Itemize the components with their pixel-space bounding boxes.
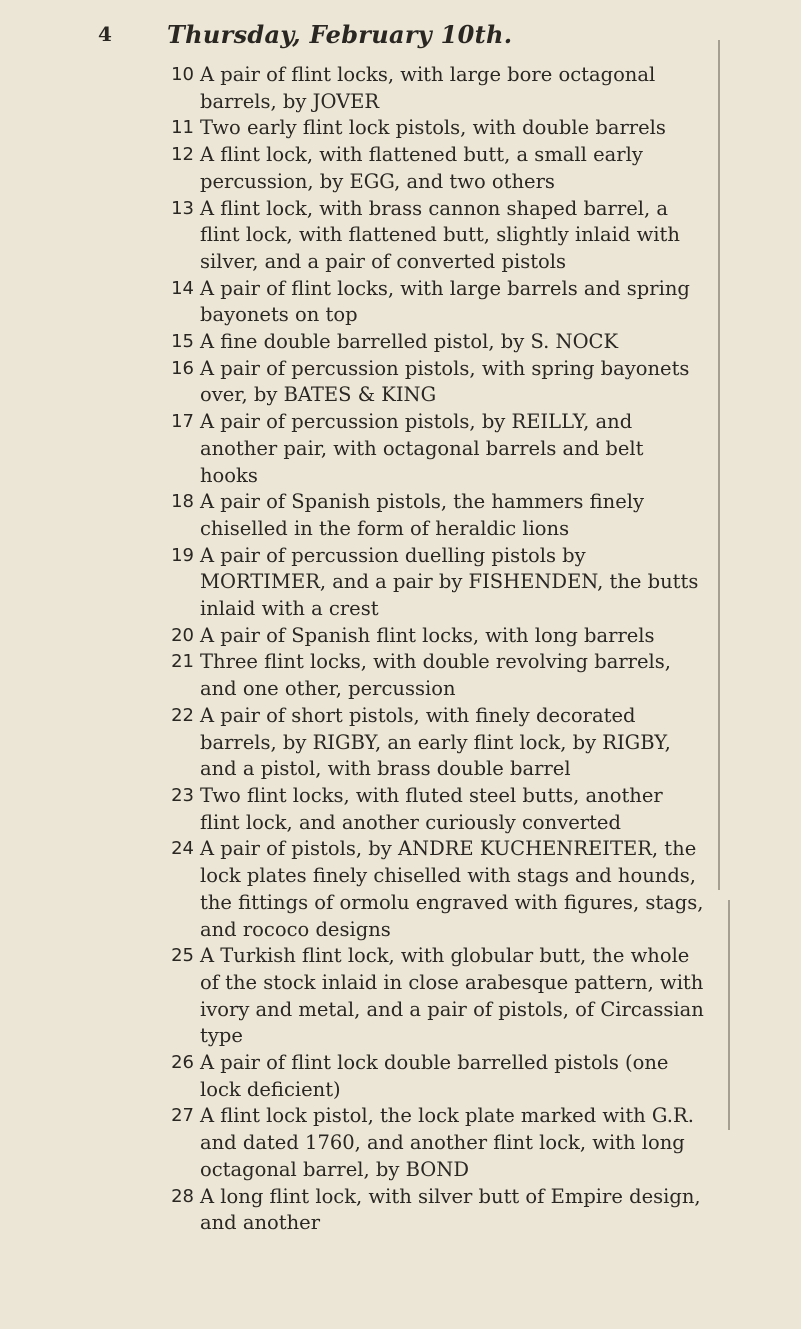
lot-description: Two early flint lock pistols, with double barrels xyxy=(200,116,666,140)
lot-description: A flint lock, with flattened butt, a small early percussion, by EGG, and two others xyxy=(200,143,643,193)
lot-description: A pair of Spanish flint locks, with long barrels xyxy=(200,623,655,647)
lot-number: 24 xyxy=(171,838,194,860)
lot-entry xyxy=(0,62,801,115)
lot-number: 26 xyxy=(171,1052,194,1074)
page-number: 4 xyxy=(98,22,112,46)
lot-number: 15 xyxy=(171,331,194,353)
lot-number: 20 xyxy=(171,624,194,646)
lot-number: 13 xyxy=(171,197,194,219)
lot-entry xyxy=(0,142,801,195)
lot-number: 10 xyxy=(171,64,194,85)
lot-description: Three flint locks, with double revolving barrels, and one other, percussion xyxy=(200,650,671,701)
lot-number: 14 xyxy=(171,277,194,299)
lot-number: 21 xyxy=(171,651,194,673)
lot-entry xyxy=(0,649,801,702)
lot-number: 19 xyxy=(171,544,194,566)
lot-number: 18 xyxy=(171,491,194,513)
lot-number: 28 xyxy=(171,1185,194,1207)
lot-entry xyxy=(0,1184,801,1237)
lot-entry xyxy=(0,836,801,943)
lot-entry xyxy=(0,409,801,489)
lot-entry xyxy=(0,623,801,650)
lot-entry xyxy=(0,276,801,329)
lot-description: A pair of Spanish pistols, the hammers finely chiselled in the form of heraldic lions xyxy=(200,490,644,540)
lot-entry xyxy=(0,489,801,542)
lot-entry xyxy=(0,1103,801,1183)
lot-description: A pair of short pistols, with finely decorated barrels, by RIGBY, an early flint lock, by RIGBY, and a pistol, with brass double barrel xyxy=(200,703,671,781)
lot-description: A pair of flint locks, with large barrels and spring bayonets on top xyxy=(200,276,690,327)
lot-description: Two flint locks, with fluted steel butts, another flint lock, and another curiously converted xyxy=(200,783,663,834)
lot-description: A Turkish flint lock, with globular butt, the whole of the stock inlaid in close arabesque pattern, with ivory and metal, and a pair of pistols, of Circassian type xyxy=(200,944,704,1048)
lot-entry xyxy=(0,196,801,276)
lot-description: A pair of percussion pistols, by REILLY, and another pair, with octagonal barrels and belt hooks xyxy=(200,410,644,487)
lot-entry xyxy=(0,1050,801,1103)
lot-entry xyxy=(0,543,801,623)
lot-description: A pair of flint lock double barrelled pistols (one lock deficient) xyxy=(200,1051,669,1101)
lot-description: A pair of pistols, by ANDRE KUCHENREITER, the lock plates finely chiselled with stags and hounds, the fittings of ormolu engraved with figures, stags, and rococo designs xyxy=(200,837,704,941)
lot-number: 25 xyxy=(171,945,194,967)
lot-entry xyxy=(0,943,801,1050)
lot-entry xyxy=(0,115,801,142)
lot-number: 11 xyxy=(171,117,194,139)
lot-number: 23 xyxy=(171,784,194,806)
lot-list xyxy=(0,62,801,1237)
lot-description: A pair of flint locks, with large bore octagonal barrels, by JOVER xyxy=(200,63,656,113)
lot-description: A pair of percussion pistols, with spring bayonets over, by BATES & KING xyxy=(200,356,690,407)
page-heading: Thursday, February 10th. xyxy=(167,20,513,49)
lot-description: A flint lock, with brass cannon shaped barrel, a flint lock, with flattened butt, slightly inlaid with silver, and a pair of converted pistols xyxy=(200,196,680,273)
lot-entry xyxy=(0,329,801,356)
lot-description: A long flint lock, with silver butt of Empire design, and another xyxy=(200,1184,701,1235)
lot-number: 17 xyxy=(171,411,194,433)
lot-entry xyxy=(0,703,801,783)
lot-description: A pair of percussion duelling pistols by MORTIMER, and a pair by FISHENDEN, the butts inlaid with a crest xyxy=(200,543,699,621)
lot-number: 22 xyxy=(171,704,194,726)
lot-description: A fine double barrelled pistol, by S. NOCK xyxy=(200,330,619,354)
lot-entry xyxy=(0,356,801,409)
lot-number: 16 xyxy=(171,357,194,379)
lot-number: 12 xyxy=(171,144,194,166)
lot-number: 27 xyxy=(171,1105,194,1127)
lot-entry xyxy=(0,783,801,836)
lot-description: A flint lock pistol, the lock plate marked with G.R. and dated 1760, and another flint lock, with long octagonal barrel, by BOND xyxy=(200,1104,694,1181)
